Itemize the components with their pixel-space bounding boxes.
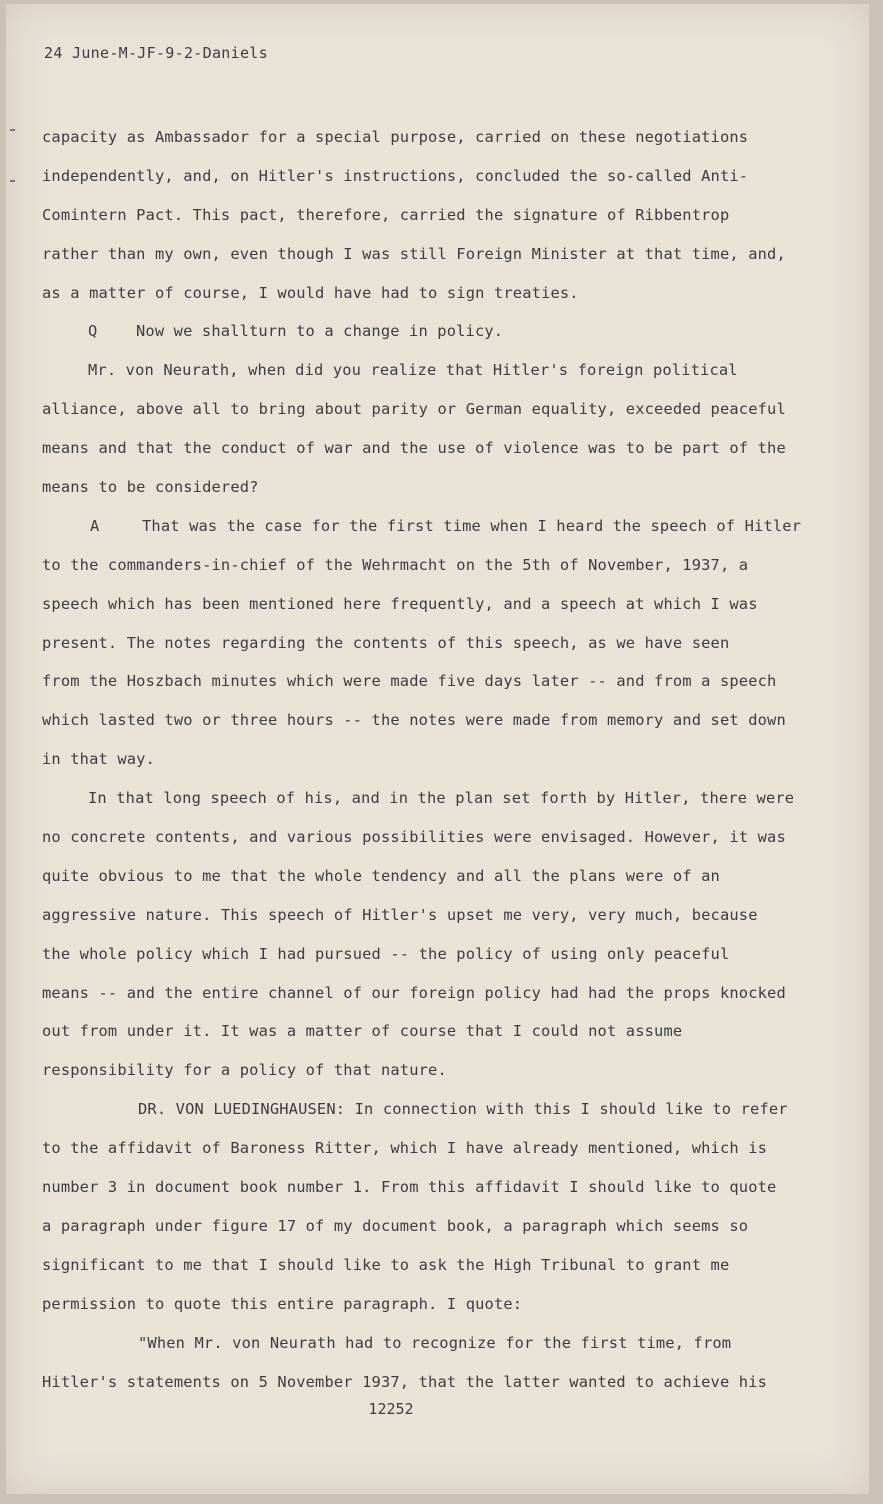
text-line: a paragraph under figure 17 of my document book, a paragraph which seems so xyxy=(42,1216,749,1235)
text-line: In that long speech of his, and in the plan set forth by Hitler, there were xyxy=(88,789,795,808)
text-line: speech which has been mentioned here frequently, and a speech at which I was xyxy=(42,594,758,613)
text-line: Mr. von Neurath, when did you realize that Hitler's foreign political xyxy=(88,361,738,380)
text-line: significant to me that I should like to ask the High Tribunal to grant me xyxy=(42,1255,730,1274)
text-line: capacity as Ambassador for a special purpose, carried on these negotiations xyxy=(42,128,749,146)
text-line: responsibility for a policy of that nature. xyxy=(42,1061,447,1080)
page-header: 24 June-M-JF-9-2-Daniels xyxy=(44,44,268,62)
text-line: which lasted two or three hours -- the notes were made from memory and set down xyxy=(42,711,786,730)
text-line: Comintern Pact. This pact, therefore, carried the signature of Ribbentrop xyxy=(42,205,730,224)
text-line: Now we shallturn to a change in policy. xyxy=(136,322,504,341)
text-line: That was the case for the first time when I heard the speech of Hitler xyxy=(142,516,802,535)
text-line: independently, and, on Hitler's instructions, concluded the so-called Anti- xyxy=(42,166,749,185)
document-page xyxy=(6,4,869,1494)
text-line: in that way. xyxy=(42,750,155,769)
speaker-line: DR. VON LUEDINGHAUSEN: In connection with this I should like to refer xyxy=(138,1100,788,1119)
text-line: quite obvious to me that the whole tendency and all the plans were of an xyxy=(42,866,720,885)
text-line: permission to quote this entire paragraph. I quote: xyxy=(42,1294,523,1313)
text-line: present. The notes regarding the contents of this speech, as we have seen xyxy=(42,633,730,652)
text-line: to the commanders-in-chief of the Wehrmacht on the 5th of November, 1937, a xyxy=(42,555,749,574)
text-line: number 3 in document book number 1. From this affidavit I should like to quote xyxy=(42,1178,777,1197)
text-line: Hitler's statements on 5 November 1937, that the latter wanted to achieve his xyxy=(42,1372,768,1391)
text-line: alliance, above all to bring about parity or German equality, exceeded peaceful xyxy=(42,400,786,419)
text-line: out from under it. It was a matter of course that I could not assume xyxy=(42,1022,683,1041)
answer-line xyxy=(42,507,817,546)
page-number: 12252 xyxy=(368,1400,414,1418)
text-line: means and that the conduct of war and the use of violence was to be part of the xyxy=(42,439,786,458)
text-line: from the Hoszbach minutes which were made five days later -- and from a speech xyxy=(42,672,777,691)
text-line: the whole policy which I had pursued -- the policy of using only peaceful xyxy=(42,944,730,963)
transcript-body xyxy=(42,118,817,1401)
quote-line: "When Mr. von Neurath had to recognize for the first time, from xyxy=(138,1333,732,1352)
text-line: aggressive nature. This speech of Hitler's upset me very, very much, because xyxy=(42,905,758,924)
text-line: means to be considered? xyxy=(42,478,259,497)
text-line: rather than my own, even though I was still Foreign Minister at that time, and, xyxy=(42,244,786,263)
text-line: no concrete contents, and various possibilities were envisaged. However, it was xyxy=(42,828,786,847)
question-marker: Q xyxy=(88,322,98,341)
margin-tick xyxy=(10,180,15,182)
text-line: means -- and the entire channel of our foreign policy had had the props knocked xyxy=(42,983,786,1002)
margin-tick xyxy=(10,129,15,131)
text-line: as a matter of course, I would have had to sign treaties. xyxy=(42,283,579,302)
question-line xyxy=(42,312,817,351)
answer-marker: A xyxy=(90,516,100,535)
text-line: to the affidavit of Baroness Ritter, which I have already mentioned, which is xyxy=(42,1139,768,1158)
